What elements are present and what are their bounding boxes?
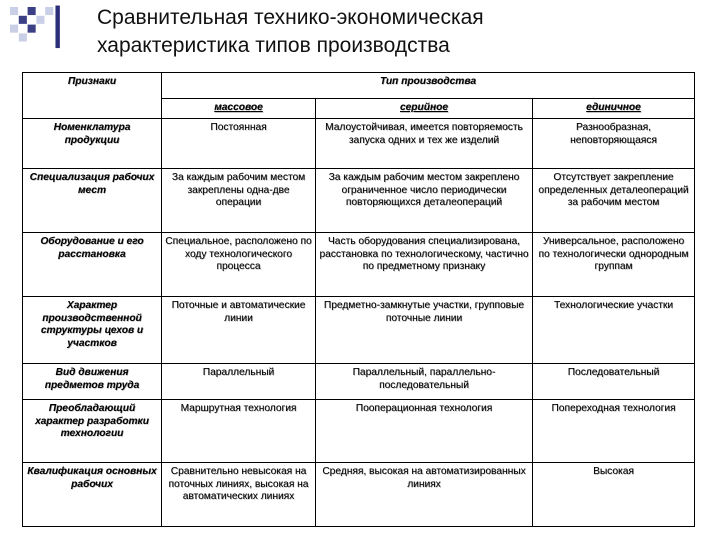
cell-mass: За каждым рабочим местом закреплены одна-две операции <box>162 169 316 233</box>
table-row <box>23 400 695 463</box>
cell-serial: Малоустойчивая, имеется повторяемость запуска одних и тех же изделий <box>316 119 533 169</box>
row-feature: Специализация рабочих мест <box>23 169 162 233</box>
row-feature: Квалификация основных рабочих <box>23 463 162 527</box>
cell-single: Последовательный <box>533 364 695 400</box>
page-title-line-1: Сравнительная технико-экономическая <box>97 6 484 29</box>
cell-serial: Параллельный, параллельно-последовательный <box>316 364 533 400</box>
row-feature: Вид движения предметов труда <box>23 364 162 400</box>
comparison-table <box>22 72 695 527</box>
table-header-row <box>23 73 695 99</box>
cell-single: Разнообразная, неповторяющаяся <box>533 119 695 169</box>
row-feature: Преобладающий характер разработки технологии <box>23 400 162 463</box>
cell-mass: Постоянная <box>162 119 316 169</box>
row-feature: Оборудование и его расстановка <box>23 233 162 297</box>
type-single: единичное <box>533 99 695 119</box>
cell-mass: Поточные и автоматические линии <box>162 297 316 364</box>
table-row <box>23 169 695 233</box>
cell-serial: Пооперационная технология <box>316 400 533 463</box>
corner-squares-graphic <box>10 0 76 58</box>
cell-serial: Часть оборудования специализирована, расстановка по технологическому, частично по предметному признаку <box>316 233 533 297</box>
col-header-features: Признаки <box>23 73 162 119</box>
table-row <box>23 463 695 527</box>
cell-single: Отсутствует закрепление определенных деталеопераций за рабочим местом <box>533 169 695 233</box>
cell-serial: Предметно-замкнутые участки, групповые поточные линии <box>316 297 533 364</box>
cell-serial: За каждым рабочим местом закреплено ограниченное число периодически повторяющихся деталеопераций <box>316 169 533 233</box>
cell-mass: Маршрутная технология <box>162 400 316 463</box>
cell-mass: Специальное, расположено по ходу технологического процесса <box>162 233 316 297</box>
col-header-type: Тип производства <box>162 73 695 99</box>
table-row <box>23 119 695 169</box>
type-mass: массовое <box>162 99 316 119</box>
row-feature: Номенклатура продукции <box>23 119 162 169</box>
cell-serial: Средняя, высокая на автоматизированных линиях <box>316 463 533 527</box>
table-row <box>23 233 695 297</box>
cell-single: Технологические участки <box>533 297 695 364</box>
cell-mass: Параллельный <box>162 364 316 400</box>
table-row <box>23 297 695 364</box>
row-feature: Характер производственной структуры цехов и участков <box>23 297 162 364</box>
page-title-line-2: характеристика типов производства <box>97 34 450 57</box>
cell-single: Попереходная технология <box>533 400 695 463</box>
cell-mass: Сравнительно невысокая на поточных линиях, высокая на автоматических линиях <box>162 463 316 527</box>
table-row <box>23 364 695 400</box>
cell-single: Высокая <box>533 463 695 527</box>
cell-single: Универсальное, расположено по технологически однородным группам <box>533 233 695 297</box>
type-serial: серийное <box>316 99 533 119</box>
